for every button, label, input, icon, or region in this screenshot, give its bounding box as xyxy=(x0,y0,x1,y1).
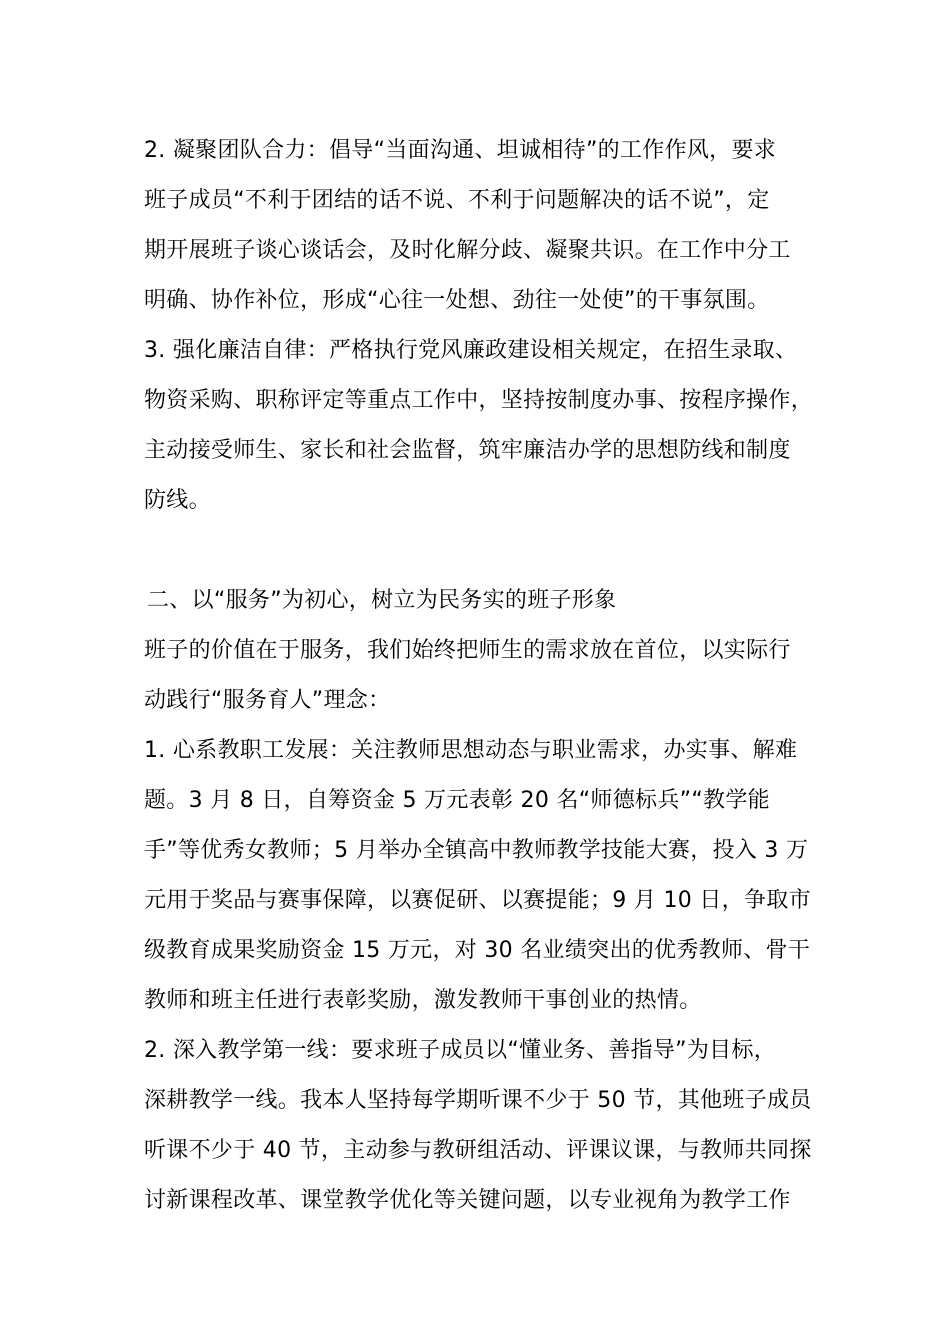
paragraph-line: 动践行“服务育人”理念： xyxy=(144,688,391,713)
paragraph-line: 教师和班主任进行表彰奖励，激发教师干事创业的热情。 xyxy=(144,988,702,1013)
paragraph-line: 班子成员“不利于团结的话不说、不利于问题解决的话不说”，定 xyxy=(144,188,770,213)
paragraph-line: 2. 凝聚团队合力：倡导“当面沟通、坦诚相待”的工作作风，要求 xyxy=(144,138,777,163)
paragraph-line: 听课不少于 40 节，主动参与教研组活动、评课议课，与教师共同探 xyxy=(144,1138,812,1163)
paragraph-line: 期开展班子谈心谈话会，及时化解分歧、凝聚共识。在工作中分工 xyxy=(144,238,791,263)
paragraph-line: 讨新课程改革、课堂教学优化等关键问题，以专业视角为教学工作 xyxy=(144,1188,791,1213)
paragraph-line: 2. 深入教学第一线：要求班子成员以“懂业务、善指导”为目标， xyxy=(144,1038,777,1063)
section-heading: 二、以“服务”为初心，树立为民务实的班子形象 xyxy=(147,588,617,613)
paragraph-line: 防线。 xyxy=(144,488,211,513)
paragraph-line: 班子的价值在于服务，我们始终把师生的需求放在首位，以实际行 xyxy=(144,638,791,663)
paragraph-line: 明确、协作补位，形成“心往一处想、劲往一处使”的干事氛围。 xyxy=(144,288,770,313)
paragraph-line: 手”等优秀女教师；5 月举办全镇高中教师教学技能大赛，投入 3 万 xyxy=(144,838,809,863)
paragraph-line: 级教育成果奖励资金 15 万元，对 30 名业绩突出的优秀教师、骨干 xyxy=(144,938,811,963)
paragraph-line: 深耕教学一线。我本人坚持每学期听课不少于 50 节，其他班子成员 xyxy=(144,1088,812,1113)
paragraph-line: 题。3 月 8 日，自筹资金 5 万元表彰 20 名“师德标兵”“教学能 xyxy=(144,788,770,813)
paragraph-line: 主动接受师生、家长和社会监督，筑牢廉洁办学的思想防线和制度 xyxy=(144,438,791,463)
paragraph-line: 元用于奖品与赛事保障，以赛促研、以赛提能；9 月 10 日，争取市 xyxy=(144,888,811,913)
paragraph-line: 3. 强化廉洁自律：严格执行党风廉政建设相关规定，在招生录取、 xyxy=(144,338,798,363)
paragraph-line: 1. 心系教职工发展：关注教师思想动态与职业需求，办实事、解难 xyxy=(144,738,798,763)
paragraph-line: 物资采购、职称评定等重点工作中，坚持按制度办事、按程序操作， xyxy=(144,388,814,413)
